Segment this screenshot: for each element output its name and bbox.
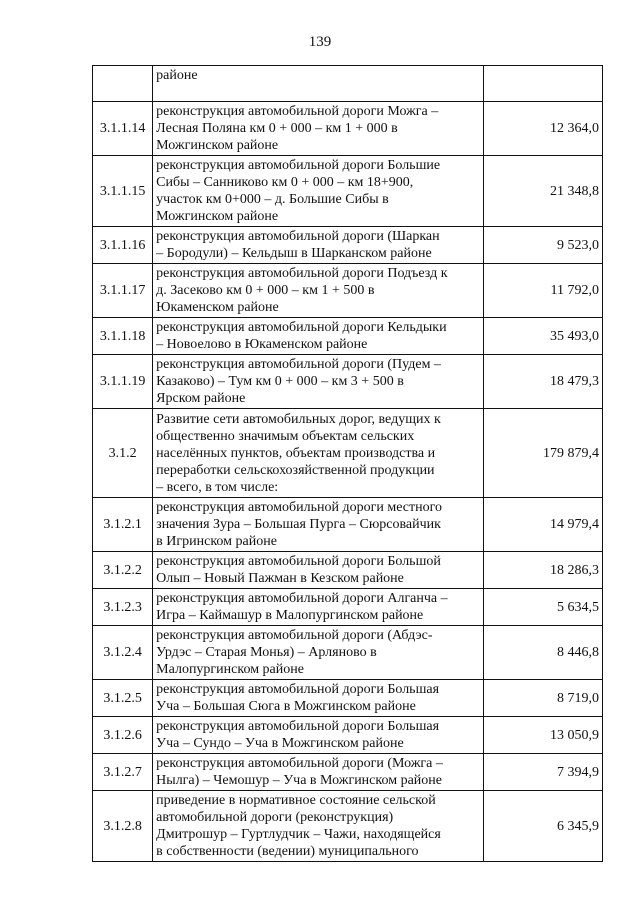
description-cell <box>153 754 483 791</box>
description-cell <box>153 355 483 409</box>
description-line: приведение в нормативное состояние сельской <box>156 793 436 808</box>
description-line: реконструкция автомобильной дороги Большой <box>156 554 441 569</box>
description-cell <box>153 409 483 498</box>
description-line: Дмитрошур – Гуртлудчик – Чажи, находящейся <box>156 827 441 842</box>
amount-cell: 14 979,4 <box>483 498 602 552</box>
description-line: Олып – Новый Пажман в Кезском районе <box>156 571 404 586</box>
description-line: Развитие сети автомобильных дорог, ведущих к <box>156 411 441 427</box>
amount-cell <box>483 66 602 102</box>
description-cell <box>153 552 483 589</box>
description-line: – всего, в том числе: <box>156 479 279 495</box>
amount-cell: 35 493,0 <box>483 318 602 355</box>
page-number: 139 <box>308 34 332 50</box>
description-line: значения Зура – Большая Пурга – Сюрсовайчик <box>156 517 441 532</box>
item-number-cell: 3.1.2 <box>93 409 153 498</box>
description-cell <box>153 102 483 156</box>
description-cell <box>153 227 483 264</box>
table-row <box>93 717 603 754</box>
table-row <box>93 626 603 680</box>
item-number-cell: 3.1.1.19 <box>93 355 153 409</box>
amount-cell: 6 345,9 <box>483 791 602 862</box>
amount-cell: 8 719,0 <box>483 680 602 717</box>
description-line: реконструкция автомобильной дороги Подъезд к <box>156 266 448 281</box>
description-line: районе <box>156 68 198 83</box>
item-number-cell <box>93 66 153 102</box>
budget-table <box>92 65 603 862</box>
item-number-cell: 3.1.2.2 <box>93 552 153 589</box>
table-row <box>93 498 603 552</box>
description-line: Игра – Каймашур в Малопургинском районе <box>156 608 424 623</box>
item-number-cell: 3.1.2.8 <box>93 791 153 862</box>
amount-cell: 7 394,9 <box>483 754 602 791</box>
amount-cell: 18 479,3 <box>483 355 602 409</box>
description-line: реконструкция автомобильной дороги (Пудем – <box>156 357 441 372</box>
description-line: – Новоелово в Юкаменском районе <box>156 337 368 352</box>
description-cell <box>153 318 483 355</box>
amount-cell: 18 286,3 <box>483 552 602 589</box>
description-line: Уча – Большая Сюга в Можгинском районе <box>156 699 416 714</box>
table-body <box>93 66 603 862</box>
table-row <box>93 66 603 102</box>
description-line: реконструкция автомобильной дороги Большая <box>156 682 440 697</box>
description-line: Сибы – Санниково км 0 + 000 – км 18+900, <box>156 175 414 190</box>
description-line: населённых пунктов, объектам производства и <box>156 445 436 461</box>
description-line: реконструкция автомобильной дороги местного <box>156 500 442 515</box>
description-cell <box>153 717 483 754</box>
table-row <box>93 680 603 717</box>
item-number-cell: 3.1.1.14 <box>93 102 153 156</box>
description-line: автомобильной дороги (реконструкция) <box>156 810 394 825</box>
description-line: д. Засеково км 0 + 000 – км 1 + 500 в <box>156 283 375 298</box>
table-row <box>93 318 603 355</box>
table-row <box>93 552 603 589</box>
description-line: Урдэс – Старая Монья) – Арляново в <box>156 645 377 660</box>
description-line: Можгинском районе <box>156 209 279 224</box>
item-number-cell: 3.1.1.17 <box>93 264 153 318</box>
amount-cell: 179 879,4 <box>483 409 602 498</box>
description-line: общественно значимым объектам сельских <box>156 428 415 444</box>
description-line: Можгинском районе <box>156 138 279 153</box>
table-row <box>93 791 603 862</box>
description-line: переработки сельскохозяйственной продукции <box>156 462 435 478</box>
table-row <box>93 156 603 227</box>
description-line: Юкаменском районе <box>156 300 279 315</box>
item-number-cell: 3.1.2.7 <box>93 754 153 791</box>
description-line: в собственности (ведении) муниципального <box>156 844 419 859</box>
description-line: реконструкция автомобильной дороги Большая <box>156 719 440 734</box>
amount-cell: 21 348,8 <box>483 156 602 227</box>
description-line: Лесная Поляна км 0 + 000 – км 1 + 000 в <box>156 121 398 136</box>
description-line: реконструкция автомобильной дороги Большие <box>156 158 441 173</box>
item-number-cell: 3.1.2.6 <box>93 717 153 754</box>
description-cell <box>153 156 483 227</box>
description-line: реконструкция автомобильной дороги (Шаркан <box>156 229 440 244</box>
description-cell <box>153 626 483 680</box>
table-row <box>93 589 603 626</box>
description-line: участок км 0+000 – д. Большие Сибы в <box>156 192 389 207</box>
description-line: реконструкция автомобильной дороги Кельдыки <box>156 320 447 335</box>
item-number-cell: 3.1.1.18 <box>93 318 153 355</box>
description-line: Нылга) – Чемошур – Уча в Можгинском районе <box>156 773 442 788</box>
description-cell <box>153 66 483 102</box>
item-number-cell: 3.1.1.16 <box>93 227 153 264</box>
description-cell <box>153 264 483 318</box>
amount-cell: 5 634,5 <box>483 589 602 626</box>
description-cell <box>153 680 483 717</box>
table-row <box>93 227 603 264</box>
table-row <box>93 355 603 409</box>
amount-cell: 9 523,0 <box>483 227 602 264</box>
item-number-cell: 3.1.1.15 <box>93 156 153 227</box>
amount-cell: 8 446,8 <box>483 626 602 680</box>
description-cell <box>153 498 483 552</box>
description-line: реконструкция автомобильной дороги Алганча – <box>156 591 448 606</box>
description-line: реконструкция автомобильной дороги (Абдэс- <box>156 628 433 643</box>
description-line: Казаково) – Тум км 0 + 000 – км 3 + 500 в <box>156 374 404 389</box>
amount-cell: 13 050,9 <box>483 717 602 754</box>
table-row <box>93 102 603 156</box>
description-line: Уча – Сундо – Уча в Можгинском районе <box>156 736 404 751</box>
item-number-cell: 3.1.2.4 <box>93 626 153 680</box>
description-line: – Бородули) – Кельдыш в Шарканском районе <box>156 246 432 261</box>
item-number-cell: 3.1.2.1 <box>93 498 153 552</box>
amount-cell: 11 792,0 <box>483 264 602 318</box>
item-number-cell: 3.1.2.3 <box>93 589 153 626</box>
description-line: реконструкция автомобильной дороги Можга – <box>156 104 439 119</box>
description-cell <box>153 589 483 626</box>
description-line: в Игринском районе <box>156 534 277 549</box>
table-row <box>93 754 603 791</box>
item-number-cell: 3.1.2.5 <box>93 680 153 717</box>
description-cell <box>153 791 483 862</box>
table-row <box>93 264 603 318</box>
amount-cell: 12 364,0 <box>483 102 602 156</box>
description-line: реконструкция автомобильной дороги (Можга – <box>156 756 443 771</box>
description-line: Ярском районе <box>156 391 246 406</box>
description-line: Малопургинском районе <box>156 662 304 677</box>
table-row <box>93 409 603 498</box>
